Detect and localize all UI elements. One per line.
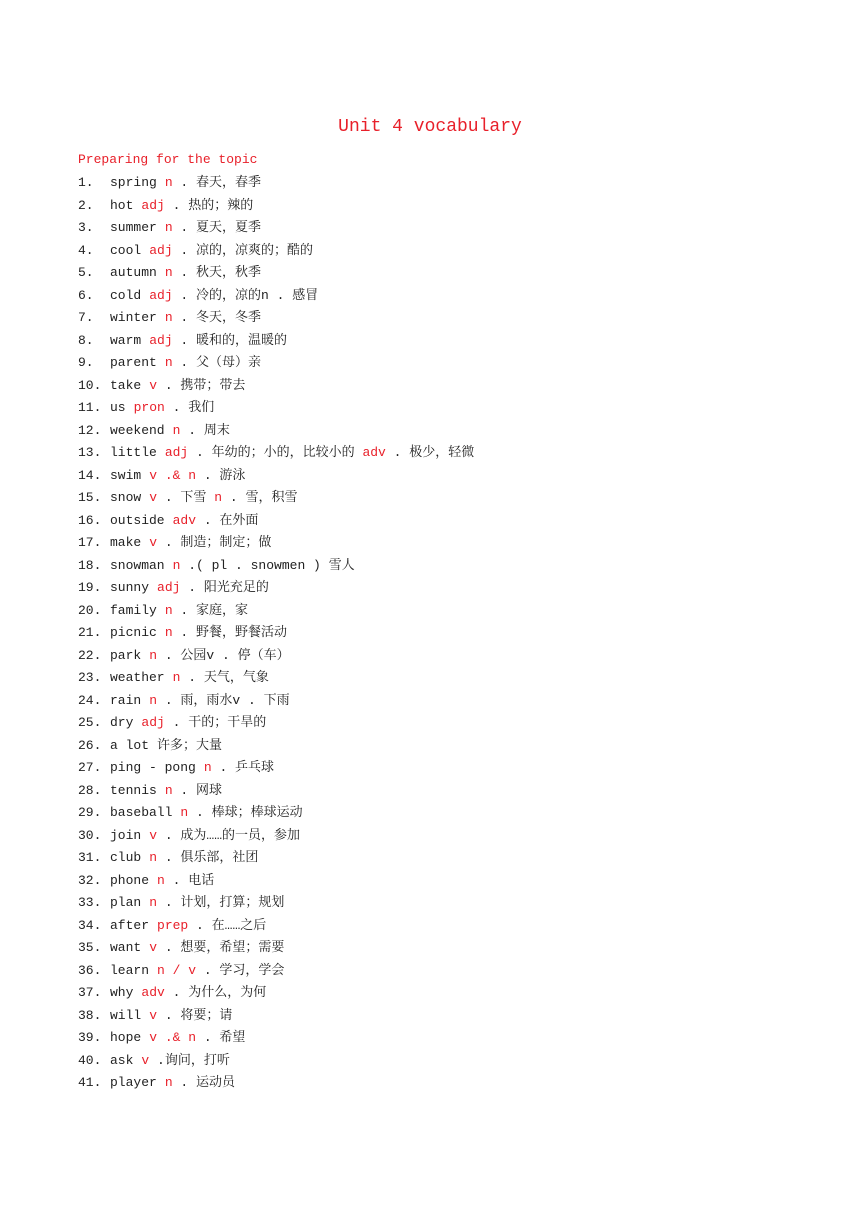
part-of-speech: v (149, 490, 158, 505)
item-word: cold (110, 287, 142, 303)
item-definition: .( pl . snowmen ) 雪人 (180, 557, 355, 573)
vocab-item (78, 442, 474, 465)
item-definition: . 游泳 (196, 467, 246, 483)
part-of-speech: n (214, 490, 223, 505)
item-word: snowman (110, 557, 165, 573)
item-word: learn (110, 962, 150, 978)
item-definition: . 携带；带去 (157, 377, 246, 393)
item-number: 36. (78, 962, 102, 978)
item-definition: . 制造；制定；做 (157, 535, 272, 550)
item-number: 17. (78, 535, 102, 550)
vocab-item (78, 532, 474, 555)
item-definition: . 为什么，为何 (164, 985, 267, 1000)
part-of-speech: adj (164, 445, 189, 460)
vocab-item (78, 555, 474, 578)
part-of-speech: n / v (157, 962, 197, 978)
item-definition: . 俱乐部，社团 (157, 850, 259, 865)
item-number: 22. (78, 647, 102, 663)
item-number: 21. (78, 625, 102, 640)
item-number: 40. (78, 1052, 102, 1068)
item-number: 12. (78, 422, 102, 438)
item-number: 7. (78, 310, 94, 325)
item-word: outside (110, 512, 165, 528)
item-word: summer (110, 220, 157, 235)
item-number: 41. (78, 1075, 102, 1090)
item-definition: . 周末 (180, 422, 230, 438)
part-of-speech: adj (149, 287, 173, 303)
vocab-item (78, 510, 474, 533)
part-of-speech: adv (141, 985, 165, 1000)
item-number: 9. (78, 355, 94, 370)
item-definition: . 冷的，凉的n . 感冒 (172, 287, 319, 303)
item-definition: . 雨，雨水v . 下雨 (157, 692, 290, 708)
vocab-item (78, 375, 474, 398)
item-number: 10. (78, 377, 102, 393)
vocab-item (78, 960, 474, 983)
vocab-item (78, 892, 474, 915)
part-of-speech: n (164, 310, 173, 325)
item-definition: . 野餐，野餐活动 (172, 625, 288, 640)
vocab-item (78, 465, 474, 488)
item-definition: . 父（母）亲 (172, 355, 262, 370)
item-number: 20. (78, 602, 102, 618)
part-of-speech: v (141, 1052, 150, 1068)
item-definition: . 秋天，秋季 (172, 265, 262, 280)
part-of-speech: n (180, 805, 189, 820)
item-word: will (110, 1007, 142, 1023)
part-of-speech: n (203, 760, 212, 775)
vocab-item (78, 307, 474, 330)
part-of-speech: adj (149, 242, 173, 258)
part-of-speech: n (172, 422, 181, 438)
item-number: 38. (78, 1007, 102, 1023)
item-definition: . 运动员 (172, 1075, 236, 1090)
item-word: ping - pong (110, 760, 196, 775)
item-word: make (110, 535, 142, 550)
vocab-item (78, 1050, 474, 1073)
vocab-item (78, 802, 474, 825)
item-word: plan (110, 895, 142, 910)
vocab-item (78, 352, 474, 375)
item-word: tennis (110, 782, 157, 798)
item-word: autumn (110, 265, 157, 280)
item-number: 28. (78, 782, 102, 798)
item-number: 32. (78, 872, 102, 888)
vocab-item (78, 420, 474, 443)
item-number: 26. (78, 737, 102, 753)
part-of-speech: n (164, 265, 173, 280)
part-of-speech: n (172, 670, 181, 685)
item-word: after (110, 917, 150, 933)
item-word: dry (110, 715, 134, 730)
item-definition: . 网球 (172, 782, 223, 798)
item-word: park (110, 647, 142, 663)
item-definition: . 下雪 (157, 490, 215, 505)
part-of-speech: v (149, 1007, 158, 1023)
item-definition: . 阳光充足的 (180, 580, 269, 595)
part-of-speech: n (164, 355, 173, 370)
vocab-item (78, 330, 474, 353)
item-number: 5. (78, 265, 94, 280)
part-of-speech: adv (362, 445, 386, 460)
item-number: 16. (78, 512, 102, 528)
vocab-item (78, 397, 474, 420)
item-word: snow (110, 490, 142, 505)
item-number: 2. (78, 197, 94, 213)
item-definition: . 公园v . 停（车） (157, 647, 290, 663)
part-of-speech: adv (172, 512, 197, 528)
item-definition: 许多；大量 (157, 737, 223, 753)
item-definition: .询问，打听 (149, 1052, 230, 1068)
part-of-speech: pron (133, 400, 165, 415)
vocab-item (78, 285, 474, 308)
part-of-speech: v (149, 940, 158, 955)
item-definition: . 电话 (164, 872, 215, 888)
item-definition: . 冬天，冬季 (172, 310, 262, 325)
vocab-item (78, 712, 474, 735)
item-definition: . 雪，积雪 (222, 490, 298, 505)
part-of-speech: adj (141, 197, 165, 213)
vocab-item (78, 487, 474, 510)
vocab-item (78, 1027, 474, 1050)
item-number: 11. (78, 400, 102, 415)
item-word: winter (110, 310, 157, 325)
item-definition: . 天气，气象 (180, 670, 269, 685)
vocab-item (78, 690, 474, 713)
item-definition: . 干的；干旱的 (164, 715, 267, 730)
item-number: 30. (78, 827, 102, 843)
part-of-speech: v .& n (149, 467, 197, 483)
vocab-item (78, 1072, 474, 1095)
item-number: 33. (78, 895, 102, 910)
item-word: family (110, 602, 157, 618)
item-number: 18. (78, 557, 102, 573)
section-heading: Preparing for the topic (78, 152, 258, 167)
item-number: 25. (78, 715, 102, 730)
part-of-speech: n (149, 895, 158, 910)
part-of-speech: v (149, 535, 158, 550)
part-of-speech: n (164, 175, 173, 190)
item-number: 3. (78, 220, 94, 235)
item-number: 29. (78, 805, 102, 820)
part-of-speech: n (149, 850, 158, 865)
part-of-speech: n (149, 647, 158, 663)
item-definition: . 我们 (164, 400, 215, 415)
part-of-speech: v (149, 377, 158, 393)
item-word: weekend (110, 422, 165, 438)
item-definition: . 春天，春季 (172, 175, 262, 190)
item-word: want (110, 940, 142, 955)
part-of-speech: n (164, 625, 173, 640)
item-number: 14. (78, 467, 102, 483)
item-definition: . 热的；辣的 (164, 197, 254, 213)
item-definition: . 成为……的一员，参加 (157, 827, 301, 843)
item-number: 39. (78, 1030, 102, 1045)
vocab-item (78, 1005, 474, 1028)
item-word: picnic (110, 625, 157, 640)
item-word: why (110, 985, 134, 1000)
part-of-speech: n (149, 692, 158, 708)
part-of-speech: adj (141, 715, 165, 730)
part-of-speech: v .& n (149, 1030, 197, 1045)
item-number: 1. (78, 175, 94, 190)
vocab-item (78, 240, 474, 263)
vocab-item (78, 262, 474, 285)
item-number: 31. (78, 850, 102, 865)
item-definition: . 极少，轻微 (385, 445, 475, 460)
document-title: Unit 4 vocabulary (338, 117, 522, 137)
item-word: warm (110, 332, 142, 348)
item-definition: . 将要；请 (157, 1007, 233, 1023)
vocab-item (78, 982, 474, 1005)
vocab-item (78, 217, 474, 240)
item-number: 15. (78, 490, 102, 505)
item-word: club (110, 850, 142, 865)
vocab-item (78, 780, 474, 803)
part-of-speech: n (157, 872, 165, 888)
item-word: join (110, 827, 142, 843)
item-word: hope (110, 1030, 142, 1045)
item-definition: . 希望 (196, 1030, 246, 1045)
item-definition: . 在外面 (196, 512, 259, 528)
vocab-item (78, 667, 474, 690)
item-word: player (110, 1075, 157, 1090)
item-definition: . 家庭，家 (172, 602, 249, 618)
item-number: 35. (78, 940, 102, 955)
item-definition: . 年幼的；小的，比较小的 (188, 445, 363, 460)
part-of-speech: adj (157, 580, 181, 595)
item-definition: . 学习，学会 (196, 962, 285, 978)
item-number: 19. (78, 580, 102, 595)
item-word: rain (110, 692, 142, 708)
part-of-speech: n (164, 782, 173, 798)
vocab-item (78, 937, 474, 960)
item-word: ask (110, 1052, 134, 1068)
item-number: 23. (78, 670, 102, 685)
vocab-item (78, 847, 474, 870)
vocab-item (78, 870, 474, 893)
item-word: spring (110, 175, 157, 190)
item-number: 13. (78, 445, 102, 460)
item-definition: . 计划，打算；规划 (157, 895, 285, 910)
item-word: cool (110, 242, 142, 258)
part-of-speech: v (149, 827, 158, 843)
part-of-speech: n (172, 557, 181, 573)
item-number: 27. (78, 760, 102, 775)
part-of-speech: n (164, 602, 173, 618)
item-word: little (110, 445, 157, 460)
part-of-speech: prep (157, 917, 189, 933)
item-number: 4. (78, 242, 94, 258)
item-number: 6. (78, 287, 94, 303)
item-definition: . 凉的，凉爽的；酷的 (172, 242, 314, 258)
item-definition: . 夏天，夏季 (172, 220, 262, 235)
item-definition: . 想要，希望；需要 (157, 940, 285, 955)
vocab-item (78, 757, 474, 780)
vocab-item (78, 735, 474, 758)
part-of-speech: adj (149, 332, 173, 348)
item-number: 8. (78, 332, 94, 348)
item-word: take (110, 377, 142, 393)
vocabulary-list (78, 172, 474, 1095)
vocab-item (78, 645, 474, 668)
item-word: hot (110, 197, 134, 213)
item-word: us (110, 400, 126, 415)
vocab-item (78, 195, 474, 218)
item-word: a lot (110, 737, 150, 753)
vocab-item (78, 172, 474, 195)
item-definition: . 棒球；棒球运动 (188, 805, 303, 820)
vocab-item (78, 915, 474, 938)
item-word: parent (110, 355, 157, 370)
item-definition: . 乒乓球 (211, 760, 275, 775)
part-of-speech: n (164, 220, 173, 235)
vocab-item (78, 600, 474, 623)
vocab-item (78, 622, 474, 645)
item-number: 34. (78, 917, 102, 933)
item-word: baseball (110, 805, 173, 820)
vocab-item (78, 825, 474, 848)
item-definition: . 暖和的，温暖的 (172, 332, 288, 348)
item-definition: . 在……之后 (188, 917, 267, 933)
item-word: swim (110, 467, 142, 483)
item-number: 24. (78, 692, 102, 708)
vocab-item (78, 577, 474, 600)
item-word: weather (110, 670, 165, 685)
item-number: 37. (78, 985, 102, 1000)
part-of-speech: n (164, 1075, 173, 1090)
item-word: sunny (110, 580, 150, 595)
item-word: phone (110, 872, 150, 888)
